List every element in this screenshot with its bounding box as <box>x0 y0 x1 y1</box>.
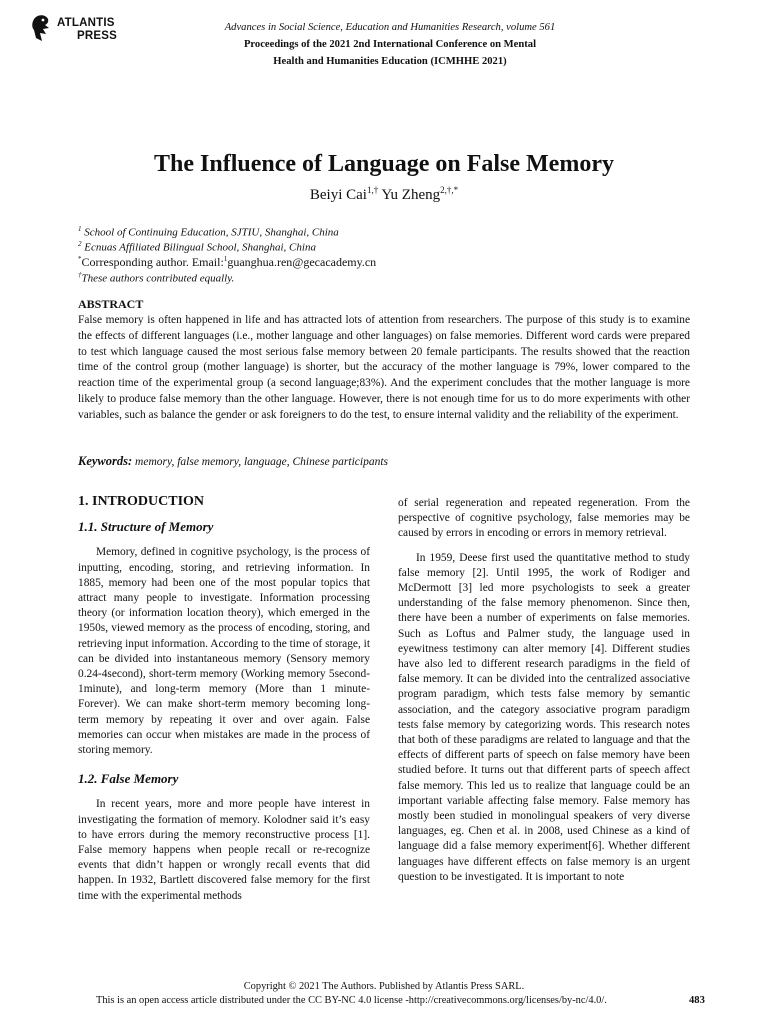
logo-line1: ATLANTIS <box>57 17 115 29</box>
copyright-line: Copyright © 2021 The Authors. Published by Atlantis Press SARL. <box>243 981 525 992</box>
proceedings-header <box>190 36 590 70</box>
paragraph: Memory, defined in cognitive psychology, is the process of inputting, encoding, storing, and retrieving information. In 1885, memory had been one of the most popular topics that attract many people to investigate. Information processing theory (or information location theory), which emerged in the 1950s, viewed memory as the process of encoding, storing, and retrieving input information. According to the time of storage, it can be divided into instantaneous memory (Sensory memory 0.24-4second), short-term memory (Working memory 5second-1minute), and long-term memory (More than 1 minute-Forever). We can make short-term memory becoming long-term memory by repeating it over and over again. False memories can occur when mistakes are made in the process of storing memory. <box>78 546 370 757</box>
keywords-label: Keywords: <box>78 454 133 468</box>
paper-title: The Influence of Language on False Memory <box>154 151 614 177</box>
paragraph: of serial regeneration and repeated regeneration. From the perspective of cognitive psychology, false memories may be caused by errors in encoding or errors in memory retrieval. <box>398 497 690 540</box>
keywords-text: memory, false memory, language, Chinese participants <box>135 456 389 468</box>
journal-header: Advances in Social Science, Education and Humanities Research, volume 561 <box>224 22 556 33</box>
section-heading: 1. INTRODUCTION <box>78 494 205 509</box>
author-name: Beiyi Cai <box>309 187 367 203</box>
authors-line <box>0 185 768 204</box>
affiliation-2: $^2$ Ecnuas Affiliated Bilingual School, Shanghai, China <box>78 240 316 254</box>
subsection-heading: 1.1. Structure of Memory <box>78 519 214 535</box>
keywords <box>78 454 388 469</box>
author-sup: 2,†,* <box>440 185 459 195</box>
equal-contribution-note: †These authors contributed equally. <box>78 271 235 285</box>
atlantis-figure-icon <box>30 14 56 44</box>
abstract-heading: ABSTRACT <box>78 297 144 311</box>
proceedings-line1: Proceedings of the 2021 2nd International Conference on Mental <box>243 39 537 50</box>
proceedings-line2: Health and Humanities Education (ICMHHE 2021) <box>273 56 507 67</box>
author-sup: 1,† <box>366 185 379 195</box>
left-column <box>78 494 370 904</box>
affiliation-1: $^1$ School of Continuing Education, SJTIU, Shanghai, China <box>78 225 339 239</box>
logo-line2: PRESS <box>77 30 117 42</box>
right-column <box>398 496 690 885</box>
paragraph: In recent years, more and more people have interest in investigating the formation of memory. Kolodner said it’s easy to have errors during the memory reconstructive process [1]. False memory happens when people recall or re-recognize events that didn’t happen or wrongly recall events that did happen. In 1932, Bartlett discovered false memory for the first time with the experimental methods <box>78 798 370 902</box>
email-link[interactable]: guanghua.ren@gecacademy.cn <box>227 255 377 269</box>
publisher-logo <box>30 14 120 46</box>
abstract-text: False memory is often happened in life and has attracted lots of attention from researchers. The purpose of this study is to examine the effects of different languages (i.e., mother language and other languages) on false memories. Different word cards were prepared to test which language caused the most serious false memory between 20 female participants. The results showed that the reaction time of the control group (mother language) is shorter, but the accuracy of the mother language is 79%, lower compared to the reaction time of the experimental group (a second language;83%). And the experiment concludes that the mother language is more likely to produce false memory than the other language. However, there is not enough time for us to do more experiments with other variables, such as balance the gender or ask foreigners to do the test, to ensure internal validity and the reliability of the experiment. <box>78 314 690 421</box>
author-name: Yu Zheng <box>381 187 441 203</box>
license-line: This is an open access article distributed under the CC BY-NC 4.0 license -http://creativecommons.org/licenses/by-nc/4.0/. <box>96 995 607 1006</box>
corresponding-author: *Corresponding author. Email:$^1$guanghua.ren@gecacademy.cn <box>78 255 377 269</box>
subsection-heading: 1.2. False Memory <box>78 771 179 787</box>
page-number: 483 <box>689 995 705 1006</box>
paragraph: In 1959, Deese first used the quantitative method to study false memory [2]. Until 1995, the work of Rodiger and McDermott [3] led more psychologists to seek a greater understanding of the false memory phenomenon. Since then, there have been a number of experiments on false memories. Such as Loftus and Palmer study, the language used in eyewitness testimony can alter memory [4]. Different studies have also led to different research paradigms in the field of false memory. It can be divided into the centralized associative program paradigm, which tests false memory by semantic association, and the category associative program paradigm tests false memory by categorizing words. This research notes that both of these paradigms are related to language and that the effects of different parts of speech on false memory have been studied before. It turns out that different parts of speech affect false memory. This led us to realize that language could be an important variable affecting false memory. False memory has mostly been studied in monolingual speakers of very diverse languages, eg. Chen et al. in 2008, used Chinese as a kind of language did a false memory experiment[6]. Whether different languages have different effects on false memory is an urgent question to be investigated. It is important to note <box>398 551 690 883</box>
